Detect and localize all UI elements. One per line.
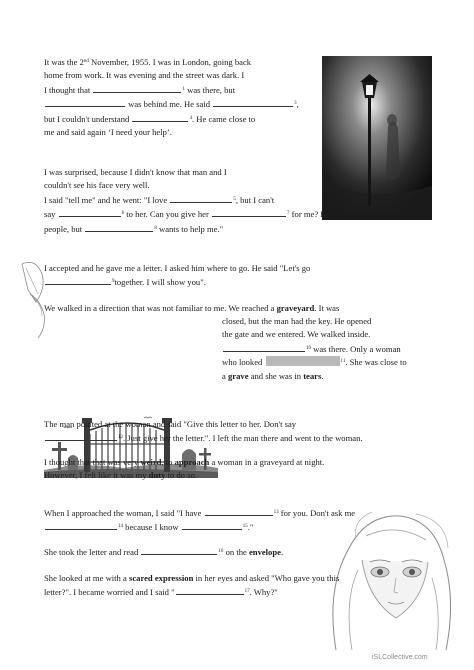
story-paragraph-4: We walked in a direction that was not familiar to me. We reached a graveyard. It was <box>44 303 340 313</box>
story-paragraph-7: When I approached the woman, I said "I have $^{13}$ for you. Don't ask me $^{14}$ because I know $^{15}$." <box>44 508 356 533</box>
blank-9[interactable] <box>45 275 111 285</box>
blank-2[interactable] <box>45 97 125 107</box>
story-paragraph-2: I was surprised, because I didn't know that man and I couldn't see his face very well. I said "tell me" and he went: "I love $^5$, but I can't say $^6$ to her. Can you give her $^7$ for me? I asked many people, but $^8$ wants to help me." <box>44 167 367 234</box>
blank-12[interactable] <box>45 431 117 441</box>
story-paragraph-5: The man pointed at the woman and said "Give this letter to her. Don't say $^{12}$. Just give her the letter.". I left the man there and went to the woman. <box>44 419 363 444</box>
story-paragraph-9: She looked at me with a scared expression in her eyes and asked "Who gave you this letter?". I became worried and I said " $^{17}$. Why?" <box>44 573 340 598</box>
story-paragraph-4-cont: closed, but the man had the key. He opened the gate and we entered. We walked inside. $^{10}$ was there. Only a woman who looked $^{11}$. She was close to a grave and she was in tears. <box>222 316 407 381</box>
blank-14[interactable] <box>45 520 117 530</box>
blank-16[interactable] <box>141 545 217 555</box>
blank-8[interactable] <box>85 222 153 232</box>
story-paragraph-8: She took the letter and read $^{16}$ on the envelope. <box>44 547 284 557</box>
blank-7[interactable] <box>212 207 286 217</box>
blank-13[interactable] <box>205 506 273 516</box>
blank-4[interactable] <box>132 112 188 122</box>
blank-1[interactable] <box>93 83 181 93</box>
story-paragraph-6: I thought that that was very weird, to approach a woman in a graveyard at night. However, I felt like it was my duty to do so. <box>44 457 325 481</box>
blank-11[interactable] <box>266 356 340 366</box>
blank-17[interactable] <box>176 585 244 595</box>
blank-15[interactable] <box>182 520 242 530</box>
blank-3[interactable] <box>213 97 293 107</box>
story-paragraph-1: It was the 2nd November, 1955. I was in London, going back home from work. It was evening and the street was dark. I I thought that $^1$ was there, but was behind me. He said $^3$, but I couldn't understand $^4$. He came close to me and said again ‘I need your help’. <box>44 57 299 138</box>
story-paragraph-3: I accepted and he gave me a letter. I asked him where to go. He said "Let's go $^9$together. I will show you". <box>44 263 311 288</box>
blank-10[interactable] <box>223 342 305 352</box>
blank-6[interactable] <box>59 207 121 217</box>
site-watermark: iSLCollective.com <box>372 654 428 661</box>
blank-5[interactable] <box>170 193 232 203</box>
